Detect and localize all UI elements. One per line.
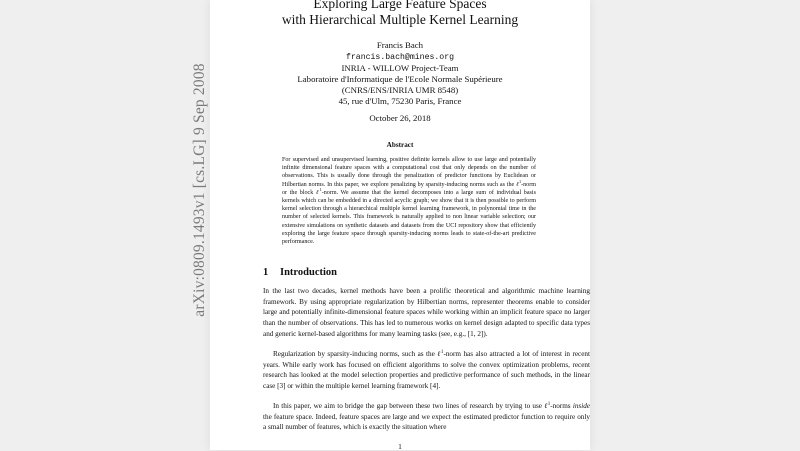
abstract-text: For supervised and unsupervised learning, positive definite kernels allow to use large and potentially infinite dimensional feature spaces with a computational cost that only depends on the number of observations. This is usually done through the penalization of predictor functions by Euclidean or Hilbertian norms. In this paper, we explore penalizing by sparsity-inducing norms such as the ℓ$^1$-norm or the block ℓ$^1$-norm. We assume that the kernel decomposes into a large sum of individual basis kernels which can be embedded in a directed acyclic graph; we show that it is then possible to perform kernel selection through a hierarchical multiple kernel learning framework, in polynomial time in the number of selected kernels. This framework is naturally applied to non linear variable selection; our extensive simulations on synthetic datasets and datasets from the UCI repository show that efficiently exploring the large feature space through sparsity-inducing norms leads to state-of-the-art predictive performance. (282, 157, 536, 246)
section-title: Introduction (280, 267, 337, 278)
section-number: 1 (263, 267, 269, 278)
intro-paragraph-3: In this paper, we aim to bridge the gap between these two lines of research by trying to use ℓ$^1$-norms inside the feature space. Indeed, feature spaces are large and we expect the estimated predictor function to require only a small number of features, which is exactly the situation where (263, 402, 590, 432)
paper-title-line-1: Exploring Large Feature Spaces (313, 0, 487, 11)
section-heading (263, 267, 337, 278)
author-email[interactable]: francis.bach@mines.org (345, 53, 455, 62)
intro-paragraph-2: Regularization by sparsity-inducing norms, such as the ℓ$^1$-norm has also attracted a lot of interest in recent years. While early work has focused on efficient algorithms to solve the convex optimization problems, recent research has looked at the model selection properties and predictive performance of such methods, in the linear case [3] or within the multiple kernel learning framework [4]. (263, 350, 591, 391)
page-number: 1 (398, 442, 402, 451)
affiliation-line-3: (CNRS/ENS/INRIA UMR 8548) (341, 85, 459, 95)
intro-paragraph-1: In the last two decades, kernel methods have been a prolific theoretical and algorithmic machine learning framework. By using appropriate regularization by Hilbertian norms, representer theorems enable to consider large and potentially infinite-dimensional feature spaces while working within an implicit feature space no larger than the number of observations. This has led to numerous works on kernel design adapted to specific data types and generic kernel-based algorithms for many learning tasks (see, e.g., [1, 2]). (263, 287, 590, 338)
affiliation-line-1: INRIA - WILLOW Project-Team (341, 63, 459, 73)
affiliation-line-2: Laboratoire d'Informatique de l'Ecole Normale Supérieure (297, 74, 503, 84)
paper-date: October 26, 2018 (369, 113, 431, 123)
paper-title-line-2: with Hierarchical Multiple Kernel Learning (281, 12, 519, 27)
abstract-heading: Abstract (386, 141, 414, 149)
arxiv-side-stamp: arXiv:0809.1493v1 [cs.LG] 9 Sep 2008 (191, 63, 208, 317)
affiliation-line-4: 45, rue d'Ulm, 75230 Paris, France (338, 96, 462, 106)
author-name: Francis Bach (376, 40, 424, 50)
